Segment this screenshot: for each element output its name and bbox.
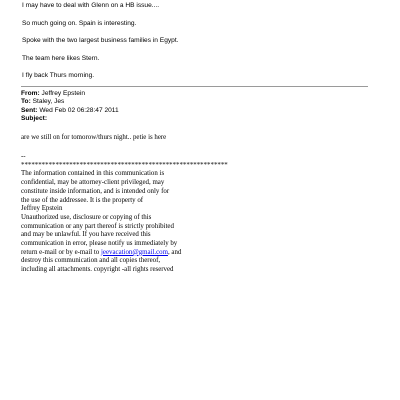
disclaimer-line: and may be unlawful. If you have received this	[21, 231, 151, 239]
message-line: Spoke with the two largest business families in Egypt.	[22, 37, 179, 45]
message-line: The team here likes Stern.	[22, 54, 100, 62]
from-label: From:	[21, 90, 40, 97]
disclaimer-line: including all attachments. copyright -all rights reserved	[21, 266, 174, 274]
from-row	[21, 90, 381, 98]
disclaimer-line: destroy this communication and all copies thereof,	[21, 257, 161, 265]
message-line: So much going on. Spain is interesting.	[22, 19, 137, 27]
sent-value: Wed Feb 02 06:28:47 2011	[37, 106, 119, 114]
subject-label: Subject:	[21, 114, 48, 122]
sent-label: Sent:	[21, 106, 38, 114]
to-label: To:	[21, 98, 31, 106]
separator-rule	[21, 86, 368, 87]
subject-row	[21, 115, 381, 123]
notify-suffix: , and	[167, 248, 182, 256]
disclaimer-line: communication or any part thereof is strictly prohibited	[21, 222, 174, 230]
disclaimer-line: The information contained in this communication is	[21, 170, 165, 178]
signature-stars: ************************************************************	[21, 161, 228, 169]
from-value: Jeffrey Epstein	[39, 90, 86, 97]
disclaimer-line: communication in error, please notify us immediately by	[21, 240, 178, 248]
message-line: I may have to deal with Glenn on a HB issue....	[22, 2, 160, 9]
disclaimer-notify-line	[21, 249, 381, 258]
disclaimer-line: constitute inside information, and is intended only for	[21, 187, 170, 195]
message-line: I fly back Thurs morning.	[22, 72, 95, 80]
message-body: are we still on for tomorow/thurs night.. petie is here	[21, 134, 167, 141]
disclaimer-line: Jeffrey Epstein	[21, 205, 63, 213]
disclaimer-line: the use of the addressee. It is the property of	[21, 196, 144, 204]
to-row	[21, 98, 381, 106]
previous-message	[22, 2, 382, 90]
disclaimer-line: Unauthorized use, disclosure or copying of this	[21, 213, 152, 221]
disclaimer-line: confidential, may be attorney-client privileged, may	[21, 179, 165, 187]
email-link[interactable]: jeevacation@gmail.com	[100, 248, 168, 256]
signature-dashes: --	[21, 153, 26, 160]
notify-prefix: return e-mail or by e-mail to	[21, 248, 101, 256]
email-header	[21, 90, 381, 123]
to-value: Staley, Jes	[30, 98, 65, 106]
sent-row	[21, 107, 381, 115]
signature-disclaimer	[21, 153, 381, 275]
